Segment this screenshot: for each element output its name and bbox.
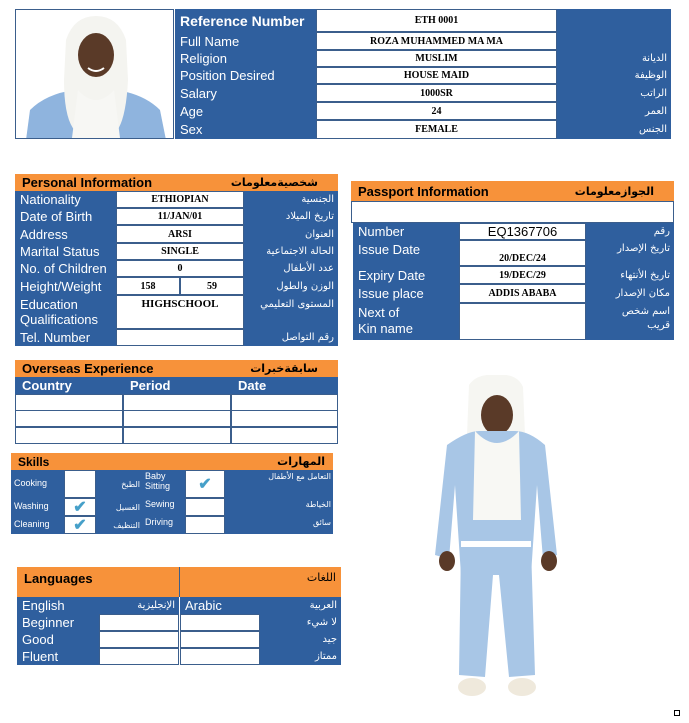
- skill-ar: الخياطة: [225, 498, 333, 516]
- header-row-value: FEMALE: [316, 120, 557, 139]
- skill-checkbox[interactable]: [64, 516, 96, 534]
- personal-row-value: ETHIOPIAN: [116, 191, 244, 208]
- skill-label: Driving: [142, 516, 185, 534]
- education-label-line2: Qualifications: [20, 312, 99, 327]
- issue-place-label: Issue place: [353, 284, 459, 303]
- header-row-ar: الجنس: [557, 120, 671, 139]
- lang-arabic-level-box[interactable]: [180, 648, 260, 665]
- education-label: [15, 295, 116, 329]
- overseas-cell: [15, 394, 123, 411]
- issue-date-label: Issue Date: [353, 240, 459, 266]
- lang-level-ar: لا شيء: [260, 614, 341, 631]
- header-row-ar: الراتب: [557, 84, 671, 102]
- header-row-value: 24: [316, 102, 557, 120]
- skill-ar: التنظيف: [96, 516, 142, 534]
- lang-english-level-box[interactable]: [99, 631, 179, 648]
- languages-title-ar: اللغات: [306, 571, 336, 584]
- next-of-kin-ar: [586, 303, 674, 340]
- next-of-kin-ar-line1: اسم شخص: [621, 306, 670, 317]
- lang-level-label: Good: [17, 631, 99, 648]
- overseas-cell: [231, 394, 338, 411]
- languages-title: Languages: [24, 571, 93, 586]
- reference-number-ar: [557, 9, 671, 32]
- lang-arabic-level-box[interactable]: [180, 614, 260, 631]
- tel-ar: رقم التواصل: [244, 329, 338, 346]
- lang-arabic-label: [180, 597, 341, 614]
- overseas-col-date: Date: [231, 377, 338, 394]
- skills-title: Skills: [18, 454, 50, 469]
- lang-english-ar: الإنجليزية: [137, 599, 175, 611]
- personal-row-label: Address: [15, 225, 116, 243]
- header-row-label: Position Desired: [175, 67, 316, 84]
- height-weight-label: Height/Weight: [15, 277, 116, 295]
- skill-label: Cleaning: [11, 516, 64, 534]
- next-of-kin-line1: Next of: [358, 305, 400, 320]
- lang-arabic-ar: العربية: [309, 599, 337, 611]
- header-row-label: Religion: [175, 50, 316, 67]
- reference-number-value: ETH 0001: [316, 9, 557, 32]
- overseas-col-period: Period: [123, 377, 231, 394]
- header-row-label: Full Name: [175, 32, 316, 50]
- personal-row-ar: عدد الأطفال: [244, 260, 338, 277]
- overseas-header: [15, 360, 338, 377]
- skills-header: [11, 453, 333, 470]
- height-value: 158: [116, 277, 180, 295]
- personal-row-label: Nationality: [15, 191, 116, 208]
- expiry-date-label: Expiry Date: [353, 266, 459, 284]
- next-of-kin-value: [459, 303, 586, 340]
- passport-number-ar: رقم: [586, 223, 674, 240]
- education-label-line1: Education: [20, 297, 78, 312]
- header-row-label: Salary: [175, 84, 316, 102]
- passport-blank-row: [351, 201, 674, 223]
- personal-row-label: Marital Status: [15, 243, 116, 260]
- personal-info-header: [15, 174, 338, 191]
- corner-marker-icon: [674, 710, 680, 716]
- weight-value: 59: [180, 277, 244, 295]
- lang-english-level-box[interactable]: [99, 648, 179, 665]
- personal-row-label: Date of Birth: [15, 208, 116, 225]
- header-row-ar: العمر: [557, 102, 671, 120]
- overseas-col-country: Country: [15, 377, 123, 394]
- checkmark-icon: ✔: [198, 476, 212, 493]
- lang-level-ar: جيد: [260, 631, 341, 648]
- skill-ar: سائق: [225, 516, 333, 534]
- header-row-value: HOUSE MAID: [316, 67, 557, 84]
- overseas-cell: [15, 410, 123, 427]
- header-row-ar: الديانة: [557, 50, 671, 67]
- skill-label: Baby Sitting: [142, 470, 185, 498]
- skill-label: Sewing: [142, 498, 185, 516]
- next-of-kin-ar-line2: قريب: [647, 320, 670, 331]
- personal-info-title: Personal Information: [22, 175, 153, 190]
- tel-label: Tel. Number: [15, 329, 116, 346]
- skills-title-ar: المهارات: [277, 455, 325, 468]
- personal-row-value: ARSI: [116, 225, 244, 243]
- passport-info-header: [351, 181, 674, 201]
- passport-number-label: Number: [353, 223, 459, 240]
- lang-english-label: [17, 597, 179, 614]
- passport-info-title: Passport Information: [358, 183, 489, 199]
- skill-checkbox[interactable]: [64, 498, 96, 516]
- profile-photo-full: [417, 375, 577, 710]
- personal-row-value: SINGLE: [116, 243, 244, 260]
- skill-checkbox[interactable]: [64, 470, 96, 498]
- personal-row-value: 11/JAN/01: [116, 208, 244, 225]
- checkmark-icon: ✔: [73, 499, 87, 516]
- passport-number-value: EQ1367706: [459, 223, 586, 240]
- education-ar: المستوى التعليمي: [244, 295, 338, 329]
- overseas-cell: [123, 410, 231, 427]
- issue-date-value: 20/DEC/24: [459, 240, 586, 266]
- personal-row-ar: الحالة الاجتماعية: [244, 243, 338, 260]
- lang-arabic: Arabic: [185, 598, 222, 613]
- overseas-cell: [231, 427, 338, 444]
- header-row-label: Sex: [175, 120, 316, 139]
- lang-level-ar: ممتاز: [260, 648, 341, 665]
- skill-ar: الغسيل: [96, 498, 142, 516]
- skill-ar: الطبخ: [96, 470, 142, 498]
- skill-checkbox[interactable]: [185, 498, 225, 516]
- personal-info-title-ar: شخصيةمعلومات: [230, 176, 318, 189]
- header-row-value: ROZA MUHAMMED MA MA: [316, 32, 557, 50]
- header-row-label: Age: [175, 102, 316, 120]
- overseas-cell: [123, 394, 231, 411]
- passport-info-title-ar: الجوازمعلومات: [574, 184, 654, 198]
- personal-row-label: No. of Children: [15, 260, 116, 277]
- issue-place-ar: مكان الإصدار: [586, 284, 674, 303]
- checkmark-icon: ✔: [73, 517, 87, 534]
- issue-place-value: ADDIS ABABA: [459, 284, 586, 303]
- skill-label: Washing: [11, 498, 64, 516]
- expiry-date-ar: تاريخ الأنتهاء: [586, 266, 674, 284]
- overseas-cell: [123, 427, 231, 444]
- skill-ar: التعامل مع الأطفال: [225, 470, 333, 498]
- overseas-title-ar: سابقةخبرات: [250, 362, 318, 375]
- personal-row-ar: الجنسية: [244, 191, 338, 208]
- personal-row-ar: تاريخ الميلاد: [244, 208, 338, 225]
- lang-arabic-level-box[interactable]: [180, 631, 260, 648]
- next-of-kin-label: [353, 303, 459, 340]
- skill-checkbox[interactable]: [185, 516, 225, 534]
- expiry-date-value: 19/DEC/29: [459, 266, 586, 284]
- skill-checkbox[interactable]: [185, 470, 225, 498]
- education-value: HIGHSCHOOL: [116, 295, 244, 329]
- header-row-value: MUSLIM: [316, 50, 557, 67]
- header-row-value: 1000SR: [316, 84, 557, 102]
- lang-level-label: Beginner: [17, 614, 99, 631]
- overseas-title: Overseas Experience: [22, 361, 154, 376]
- profile-photo-small: [15, 9, 174, 139]
- overseas-cell: [231, 410, 338, 427]
- personal-row-ar: العنوان: [244, 225, 338, 243]
- lang-english: English: [22, 598, 65, 613]
- issue-date-ar: تاريخ الإصدار: [586, 240, 674, 266]
- reference-number-label: Reference Number: [175, 9, 316, 32]
- tel-value: [116, 329, 244, 346]
- skill-label: Cooking: [11, 470, 64, 498]
- overseas-cell: [15, 427, 123, 444]
- next-of-kin-line2: Kin name: [358, 321, 413, 336]
- height-weight-ar: الوزن والطول: [244, 277, 338, 295]
- lang-english-level-box[interactable]: [99, 614, 179, 631]
- header-row-ar: الوظيفة: [557, 67, 671, 84]
- header-row-ar: [557, 32, 671, 50]
- lang-level-label: Fluent: [17, 648, 99, 665]
- personal-row-value: 0: [116, 260, 244, 277]
